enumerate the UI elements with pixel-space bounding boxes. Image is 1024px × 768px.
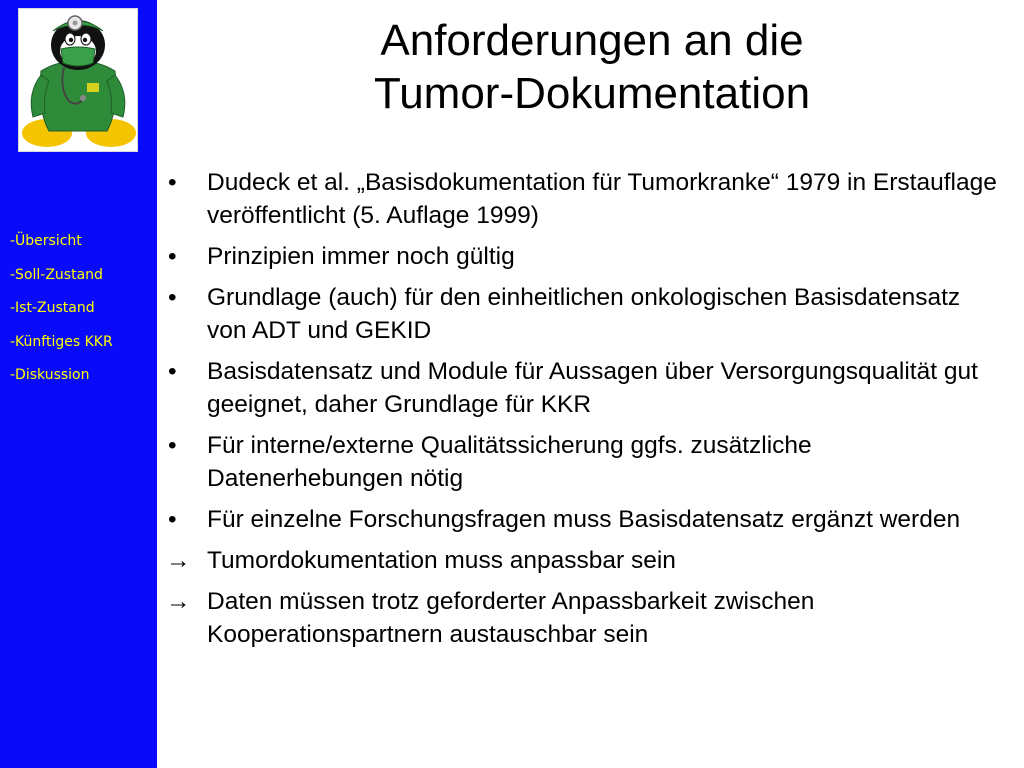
bullet-text: Basisdatensatz und Module für Aussagen über Versorgungsqualität gut geeignet, daher Grundlage für KKR — [207, 358, 978, 418]
bullet-marker: • — [168, 169, 177, 196]
bullet-marker: • — [168, 432, 177, 459]
slide-title-line-2: Tumor-Dokumentation — [373, 69, 811, 118]
slide-title-line-1: Anforderungen an die — [380, 16, 804, 65]
bullet-point — [168, 240, 998, 273]
arrow-point — [168, 544, 998, 577]
slide-title — [160, 14, 1024, 120]
bullet-text: Dudeck et al. „Basisdokumentation für Tumorkranke“ 1979 in Erstauflage veröffentlicht (5. Auflage 1999) — [207, 169, 997, 229]
nav-item-uebersicht[interactable]: -Übersicht — [10, 233, 82, 249]
nav-item-kuenftiges-kkr[interactable]: -Künftiges KKR — [10, 333, 113, 350]
bullet-point — [168, 355, 998, 421]
arrow-point — [168, 585, 998, 651]
bullet-marker: • — [168, 243, 177, 270]
bullet-point — [168, 166, 998, 232]
right-arrow-icon: → — [166, 588, 191, 615]
bullet-point — [168, 429, 998, 495]
arrow-text: Tumordokumentation muss anpassbar sein — [207, 547, 676, 574]
nav-item-ist-zustand[interactable]: -Ist-Zustand — [10, 300, 95, 316]
bullet-marker: • — [168, 284, 177, 311]
bullet-text: Prinzipien immer noch gültig — [207, 243, 515, 270]
bullet-point — [168, 281, 998, 347]
bullet-point — [168, 503, 998, 536]
bullet-text: Für interne/externe Qualitätssicherung ggfs. zusätzliche Datenerhebungen nötig — [207, 432, 812, 492]
nav-item-soll-zustand[interactable]: -Soll-Zustand — [10, 266, 103, 283]
sidebar — [0, 0, 157, 768]
right-arrow-icon: → — [166, 547, 191, 574]
bullet-text: Für einzelne Forschungsfragen muss Basisdatensatz ergänzt werden — [207, 506, 961, 533]
bullet-marker: • — [168, 358, 177, 385]
tux-doctor-penguin-icon — [18, 8, 138, 152]
arrow-text: Daten müssen trotz geforderter Anpassbarkeit zwischen Kooperationspartnern austauschbar sein — [207, 588, 815, 648]
sidebar-nav — [10, 232, 113, 400]
nav-item-diskussion[interactable]: -Diskussion — [10, 367, 90, 383]
bullet-marker: • — [168, 506, 177, 533]
bullet-text: Grundlage (auch) für den einheitlichen onkologischen Basisdatensatz von ADT und GEKID — [207, 284, 961, 344]
content-list — [168, 166, 998, 659]
